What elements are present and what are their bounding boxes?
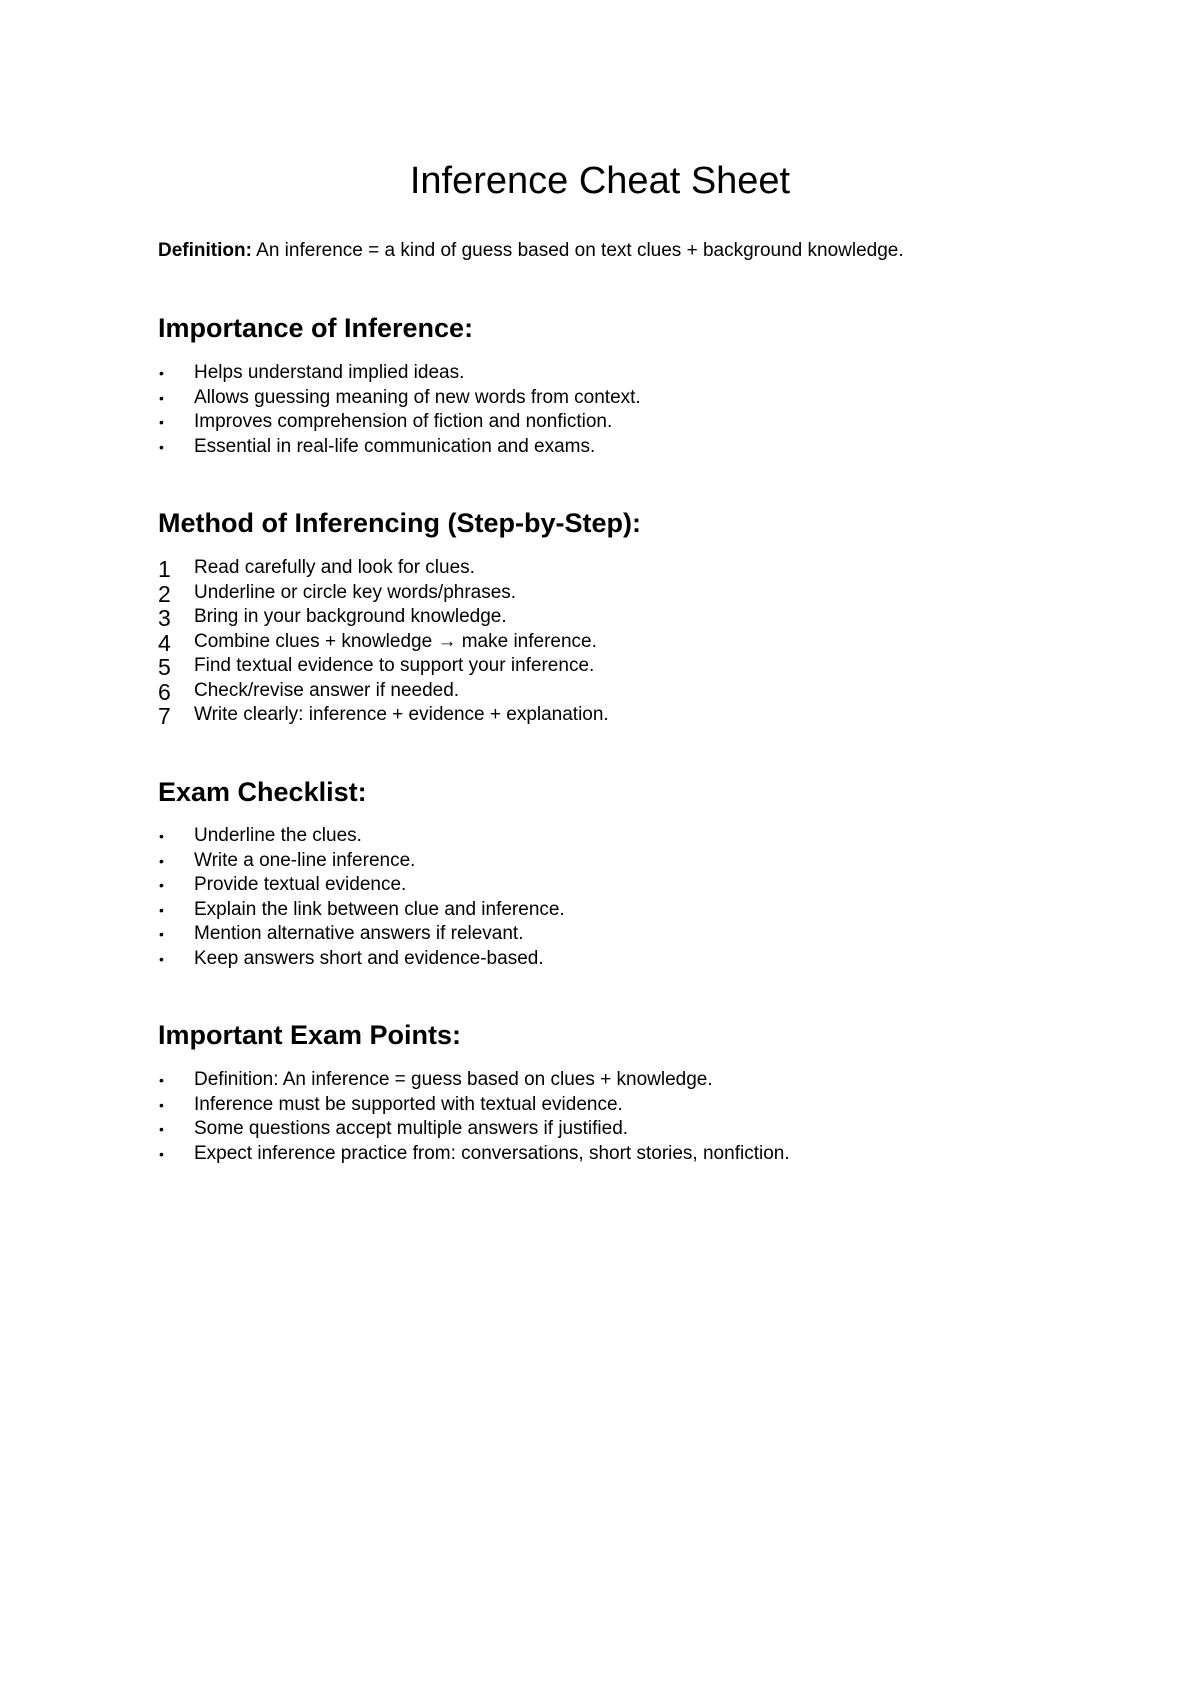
bullet-icon: •	[159, 852, 164, 869]
bullet-icon: •	[159, 950, 164, 967]
step-item	[158, 581, 609, 606]
bullet-icon: •	[159, 828, 164, 844]
list-item-text: Definition: An inference = guess based on clues + knowledge.	[194, 1069, 713, 1090]
step-number: 2	[158, 580, 171, 607]
step-text: Write clearly: inference + evidence + explanation.	[194, 704, 609, 725]
list-item-text: Improves comprehension of fiction and nonfiction.	[194, 411, 613, 432]
step-number: 6	[158, 678, 171, 705]
list-item	[158, 947, 565, 972]
step-item	[158, 703, 609, 728]
list-item	[158, 873, 565, 898]
step-text: Find textual evidence to support your inference.	[194, 655, 595, 676]
section-heading-checklist: Exam Checklist:	[158, 777, 367, 807]
list-item-text: Essential in real-life communication and exams.	[194, 435, 596, 457]
step-text: Underline or circle key words/phrases.	[194, 581, 517, 603]
bullet-icon: •	[159, 1145, 164, 1162]
section-heading-importance: Importance of Inference:	[158, 313, 474, 343]
step-text: Bring in your background knowledge.	[194, 606, 507, 627]
list-item-text: Keep answers short and evidence-based.	[194, 947, 544, 969]
bullet-icon: •	[159, 438, 164, 455]
bullet-icon: •	[159, 389, 164, 406]
list-item-text: Helps understand implied ideas.	[194, 362, 465, 383]
list-item	[158, 386, 641, 411]
bullet-icon: •	[159, 926, 164, 942]
list-item-text: Allows guessing meaning of new words from context.	[194, 386, 641, 408]
step-text: Check/revise answer if needed.	[194, 679, 460, 701]
step-number: 5	[158, 654, 171, 680]
list-item-text: Write a one-line inference.	[194, 849, 416, 871]
bullet-icon: •	[159, 901, 164, 918]
list-item	[158, 1117, 790, 1142]
list-item	[158, 824, 565, 849]
step-number: 1	[158, 556, 171, 582]
step-item	[158, 556, 609, 581]
list-item	[158, 361, 641, 386]
step-number: 4	[158, 629, 171, 656]
bullet-icon: •	[159, 877, 164, 893]
list-item	[158, 849, 565, 874]
definition-label: Definition:	[158, 240, 252, 261]
step-text: Read carefully and look for clues.	[194, 557, 475, 578]
bullet-icon: •	[159, 365, 164, 381]
list-item-text: Explain the link between clue and inference.	[194, 898, 565, 920]
step-text: Combine clues + knowledge → make inference.	[194, 630, 597, 652]
step-number: 7	[158, 703, 171, 729]
section-heading-exam-points: Important Exam Points:	[158, 1020, 462, 1050]
step-item	[158, 605, 609, 630]
step-item	[158, 630, 609, 655]
list-item-text: Expect inference practice from: conversations, short stories, nonfiction.	[194, 1142, 790, 1164]
exam-points-list	[158, 1068, 790, 1166]
step-item	[158, 654, 609, 679]
list-item	[158, 435, 641, 460]
checklist-list	[158, 824, 565, 971]
list-item	[158, 1142, 790, 1167]
bullet-icon: •	[159, 414, 164, 430]
list-item-text: Underline the clues.	[194, 825, 362, 846]
bullet-icon: •	[159, 1096, 164, 1113]
list-item-text: Mention alternative answers if relevant.	[194, 923, 524, 944]
page-title: Inference Cheat Sheet	[409, 160, 791, 202]
list-item	[158, 1068, 790, 1093]
step-number: 3	[158, 605, 171, 631]
list-item	[158, 922, 565, 947]
list-item	[158, 1093, 790, 1118]
definition-paragraph	[158, 239, 904, 263]
bullet-icon: •	[159, 1121, 164, 1137]
definition-text: An inference = a kind of guess based on text clues + background knowledge.	[251, 240, 904, 261]
bullet-icon: •	[159, 1072, 164, 1088]
list-item-text: Some questions accept multiple answers if justified.	[194, 1118, 629, 1139]
list-item-text: Inference must be supported with textual evidence.	[194, 1093, 623, 1115]
list-item-text: Provide textual evidence.	[194, 874, 407, 895]
list-item	[158, 898, 565, 923]
section-heading-method: Method of Inferencing (Step-by-Step):	[158, 508, 641, 538]
step-item	[158, 679, 609, 704]
list-item	[158, 410, 641, 435]
method-steps-list	[158, 556, 609, 728]
importance-list	[158, 361, 641, 459]
